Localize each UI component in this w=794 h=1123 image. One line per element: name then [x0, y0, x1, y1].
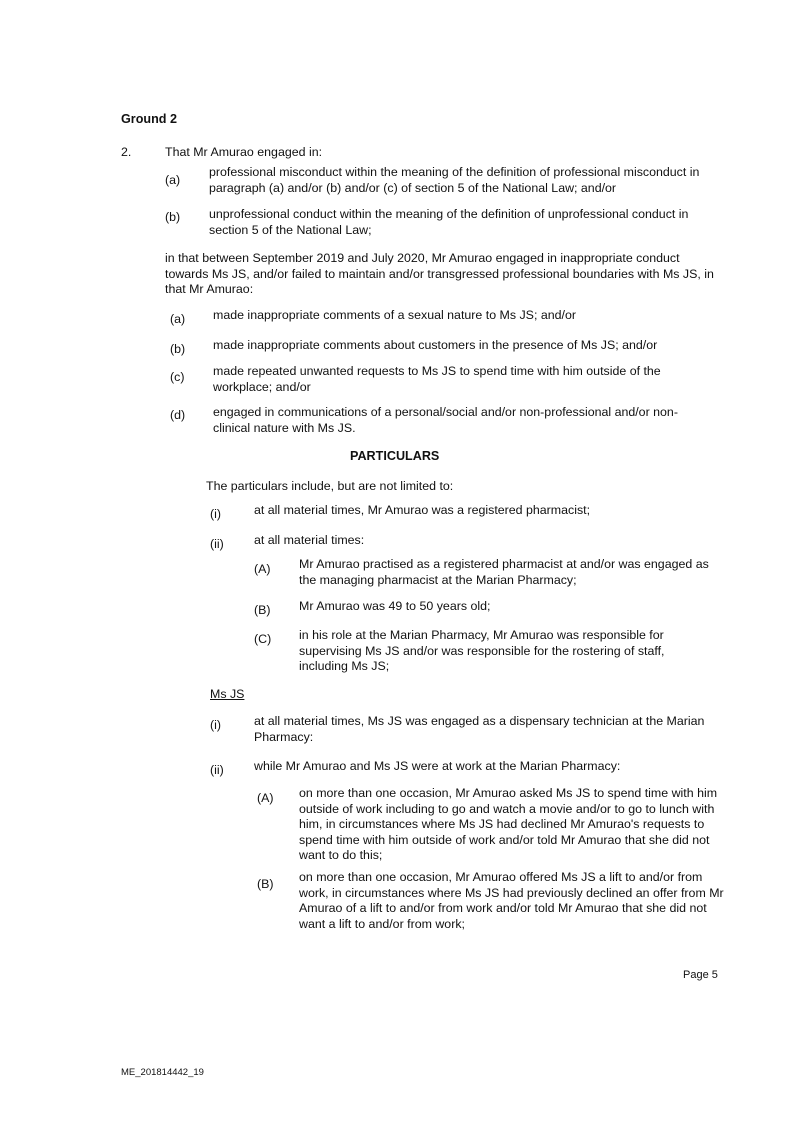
sub-item-label: (C) — [254, 632, 272, 646]
particulars-intro: The particulars include, but are not limited to: — [206, 479, 454, 493]
conduct-text: engaged in communications of a personal/social and/or non-professional and/or non-clinical nature with Ms JS. — [213, 405, 678, 435]
sub-item-text: Mr Amurao was 49 to 50 years old; — [299, 599, 491, 613]
conduct-label: (c) — [170, 370, 185, 384]
particular-label: (ii) — [210, 537, 224, 551]
sub-item-text: in his role at the Marian Pharmacy, Mr Amurao was responsible for supervising Ms JS and/or was responsible for the rostering of staff, including Ms JS; — [299, 628, 665, 673]
conduct-label: (a) — [170, 312, 186, 326]
msjs-text: at all material times, Ms JS was engaged as a dispensary technician at the Marian Pharmacy: — [254, 714, 705, 744]
msjs-label: (i) — [210, 718, 222, 732]
item-label: (a) — [165, 173, 181, 187]
item-label: (b) — [165, 210, 181, 224]
paragraph-number: 2. — [121, 145, 132, 159]
item-text: professional misconduct within the meaning of the definition of professional misconduct in paragraph (a) and/or (b) and/or (c) of section 5 of the National Law; and/or — [209, 165, 700, 195]
sub-item-label: (A) — [254, 562, 271, 576]
msjs-sub-text: on more than one occasion, Mr Amurao offered Ms JS a lift to and/or from work, in circumstances where Ms JS had previously declined an offer from Mr Amurao of a lift to and/or from work and/or told Mr Amurao that she did not want a lift to and/or from work; — [299, 870, 724, 931]
msjs-sub-text: on more than one occasion, Mr Amurao asked Ms JS to spend time with him outside of work including to go and watch a movie and/or to go to lunch with him, in circumstances where Ms JS had declined Mr Amurao's requests to spend time with him outside of work and/or told Mr Amurao that she did not want to do this; — [299, 786, 718, 862]
ground-heading: Ground 2 — [121, 112, 177, 126]
conduct-intro: in that between September 2019 and July 2020, Mr Amurao engaged in inappropriate conduct towards Ms JS, and/or failed to maintain and/or transgressed professional boundaries with Ms JS, in that Mr Amurao: — [165, 251, 714, 296]
particulars-heading: PARTICULARS — [350, 449, 440, 463]
sub-item-text: Mr Amurao practised as a registered pharmacist at and/or was engaged as the managing pharmacist at the Marian Pharmacy; — [299, 557, 709, 587]
particular-label: (i) — [210, 507, 222, 521]
conduct-text: made inappropriate comments about customers in the presence of Ms JS; and/or — [213, 338, 658, 352]
particular-text: at all material times, Mr Amurao was a registered pharmacist; — [254, 503, 591, 517]
conduct-text: made inappropriate comments of a sexual nature to Ms JS; and/or — [213, 308, 576, 322]
doc-reference: ME_201814442_19 — [121, 1067, 204, 1078]
sub-item-label: (B) — [254, 603, 271, 617]
paragraph-intro: That Mr Amurao engaged in: — [165, 145, 323, 159]
msjs-sub-label: (A) — [257, 791, 274, 805]
msjs-heading: Ms JS — [210, 687, 245, 701]
item-text: unprofessional conduct within the meaning of the definition of unprofessional conduct in section 5 of the National Law; — [209, 207, 689, 237]
particular-text: at all material times: — [254, 533, 365, 547]
page-number: Page 5 — [683, 969, 718, 981]
conduct-label: (b) — [170, 342, 186, 356]
conduct-text: made repeated unwanted requests to Ms JS to spend time with him outside of the workplace; and/or — [213, 364, 661, 394]
msjs-label: (ii) — [210, 763, 224, 777]
conduct-label: (d) — [170, 408, 186, 422]
msjs-sub-label: (B) — [257, 877, 274, 891]
msjs-text: while Mr Amurao and Ms JS were at work at the Marian Pharmacy: — [254, 759, 621, 773]
